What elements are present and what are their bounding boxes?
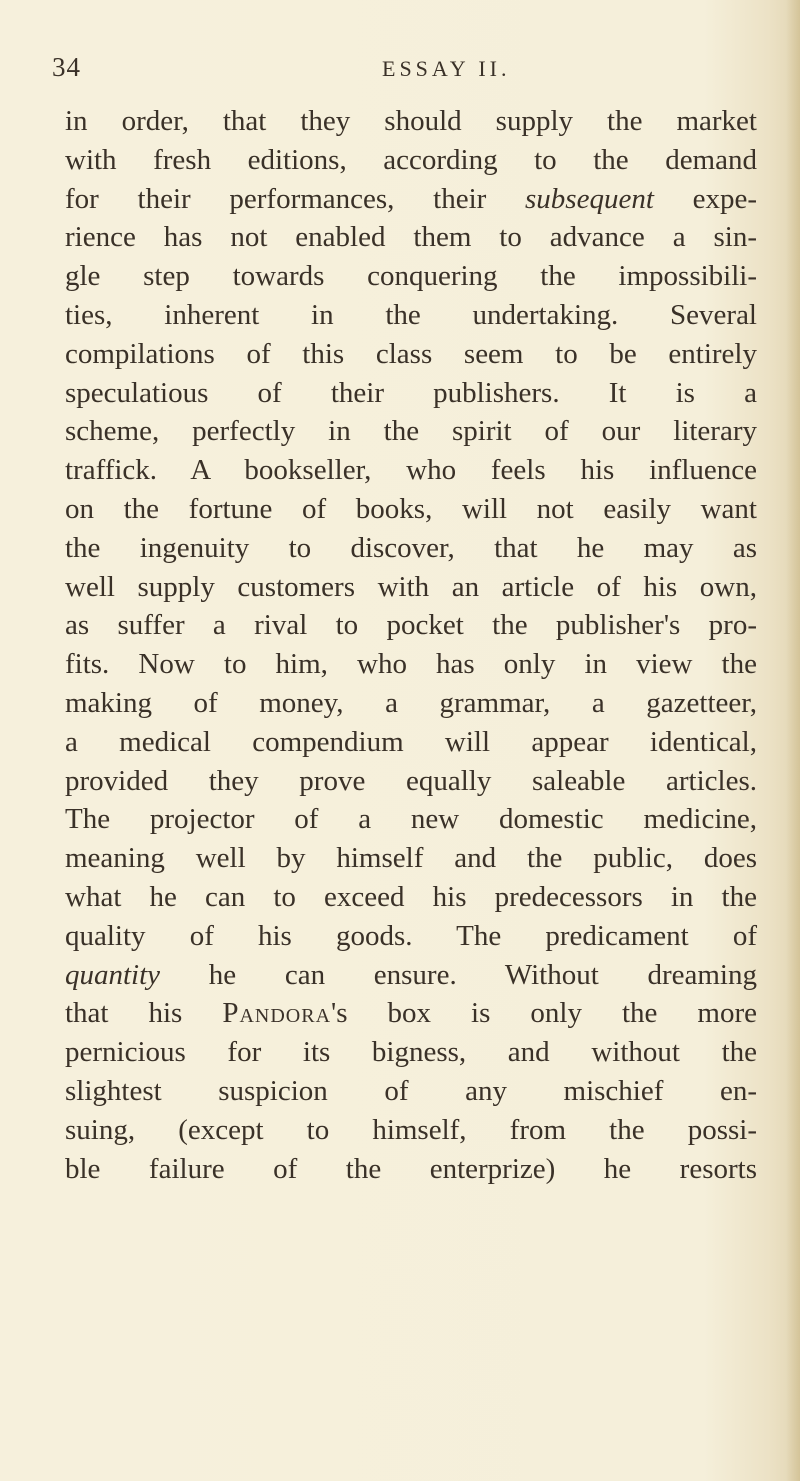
text-line: pernicious for its bigness, and without the — [65, 1036, 757, 1069]
text-line: in order, that they should supply the market — [65, 105, 757, 137]
text-line: fits. Now to him, who has only in view the — [65, 648, 757, 681]
running-head: ESSAY II. — [382, 56, 511, 81]
text-line: as suffer a rival to pocket the publisher's pro- — [65, 609, 757, 642]
text-line: gle step towards conquering the impossibili- — [65, 260, 757, 293]
text-line: slightest suspicion of any mischief en- — [65, 1074, 757, 1107]
italic-word: quantity — [65, 958, 161, 991]
text-line: well supply customers with an article of his own, — [65, 570, 757, 603]
page-edge-shadow — [786, 0, 800, 1481]
text-line: traffick. A bookseller, who feels his influence — [65, 454, 757, 487]
text-line: meaning well by himself and the public, does — [65, 842, 757, 875]
text-line: the ingenuity to discover, that he may as — [65, 531, 757, 564]
text-line: on the fortune of books, will not easily want — [65, 492, 757, 525]
text-line: making of money, a grammar, a gazetteer, — [65, 686, 757, 719]
text-line: ties, inherent in the undertaking. Several — [65, 298, 757, 331]
body-text — [65, 102, 757, 1188]
text-line: compilations of this class seem to be entirely — [65, 337, 757, 370]
text-line: rience has not enabled them to advance a sin- — [65, 221, 757, 254]
text-line: quality of his goods. The predicament of — [65, 919, 757, 952]
text-line: The projector of a new domestic medicine, — [65, 803, 757, 836]
text-line: suing, (except to himself, from the possi- — [65, 1113, 757, 1146]
text-line: what he can to exceed his predecessors in the — [65, 880, 757, 913]
text-line: speculatious of their publishers. It is a — [65, 376, 757, 409]
text-line: quantity he can ensure. Without dreaming — [65, 958, 757, 991]
text-line: that his Pandora's box is only the more — [65, 997, 757, 1030]
text-line: a medical compendium will appear identical, — [65, 725, 757, 758]
page-number: 34 — [52, 52, 81, 82]
text-line: for their performances, their subsequent expe- — [65, 182, 758, 215]
italic-word: subsequent — [525, 182, 654, 215]
text-line: with fresh editions, according to the demand — [65, 143, 757, 176]
small-caps-name: Pandora — [222, 997, 332, 1030]
text-line: ble failure of the enterprize) he resorts — [65, 1152, 757, 1185]
page-header — [52, 52, 752, 88]
text-line: scheme, perfectly in the spirit of our literary — [65, 415, 757, 448]
text-line: provided they prove equally saleable articles. — [65, 764, 757, 797]
